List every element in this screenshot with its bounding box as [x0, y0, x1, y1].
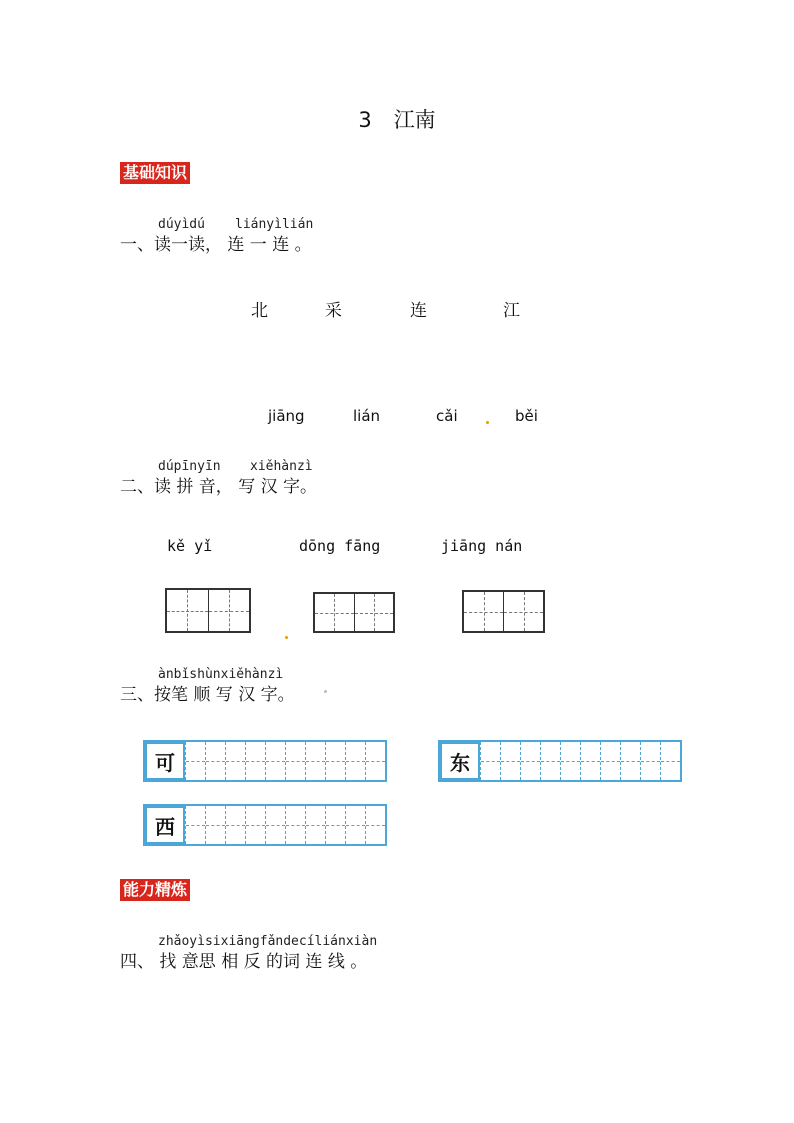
q4-label: 四、 找 意思 相 反 的词 连 线 。	[120, 952, 368, 972]
model-char-1: 可	[145, 742, 185, 780]
model-char-3: 西	[145, 806, 185, 844]
page-title	[0, 104, 794, 134]
q1-char-3: 连	[410, 301, 427, 321]
q1-pinyin-1: jiāng	[268, 407, 305, 425]
q2-word-1: kě yǐ	[167, 537, 213, 555]
q1-pinyin-b: liányìlián	[235, 217, 314, 232]
writing-box-1[interactable]	[165, 588, 251, 633]
section-tag-ability: 能力精炼	[120, 879, 190, 901]
q1-char-2: 采	[325, 301, 342, 321]
q2-pinyin-a: dúpīnyīn	[158, 459, 221, 474]
decorative-dot	[486, 421, 489, 424]
model-char-2: 东	[440, 742, 480, 780]
q1-pinyin-2: lián	[353, 407, 381, 425]
q2-word-2: dōng fāng	[299, 537, 381, 555]
writing-box-3[interactable]	[462, 590, 545, 633]
stroke-grid-2[interactable]	[438, 740, 682, 782]
stroke-grid-1[interactable]	[143, 740, 387, 782]
q2-word-3: jiāng nán	[441, 537, 523, 555]
q1-char-4: 江	[503, 301, 520, 321]
q1-char-1: 北	[251, 301, 268, 321]
q4-pinyin: zhǎoyìsixiāngfǎndecíliánxiàn	[158, 934, 378, 949]
lesson-title: 江南	[393, 108, 436, 132]
q3-label: 三、按笔 顺 写 汉 字。	[120, 685, 295, 705]
q1-pinyin-a: dúyìdú	[158, 217, 205, 232]
q1-pinyin-4: běi	[515, 407, 538, 425]
q2-pinyin-b: xiěhànzì	[250, 459, 313, 474]
stroke-grid-3[interactable]	[143, 804, 387, 846]
q3-pinyin: ànbǐshùnxiěhànzì	[158, 667, 284, 682]
decorative-dot	[324, 690, 327, 693]
decorative-dot	[285, 636, 288, 639]
writing-box-2[interactable]	[313, 592, 395, 633]
q1-pinyin-3: cǎi	[436, 407, 458, 425]
section-tag-basic: 基础知识	[120, 162, 190, 184]
q1-label: 一、读一读， 连 一 连 。	[120, 235, 312, 255]
q2-label: 二、读 拼 音， 写 汉 字。	[120, 477, 318, 497]
lesson-number: 3	[358, 108, 372, 132]
